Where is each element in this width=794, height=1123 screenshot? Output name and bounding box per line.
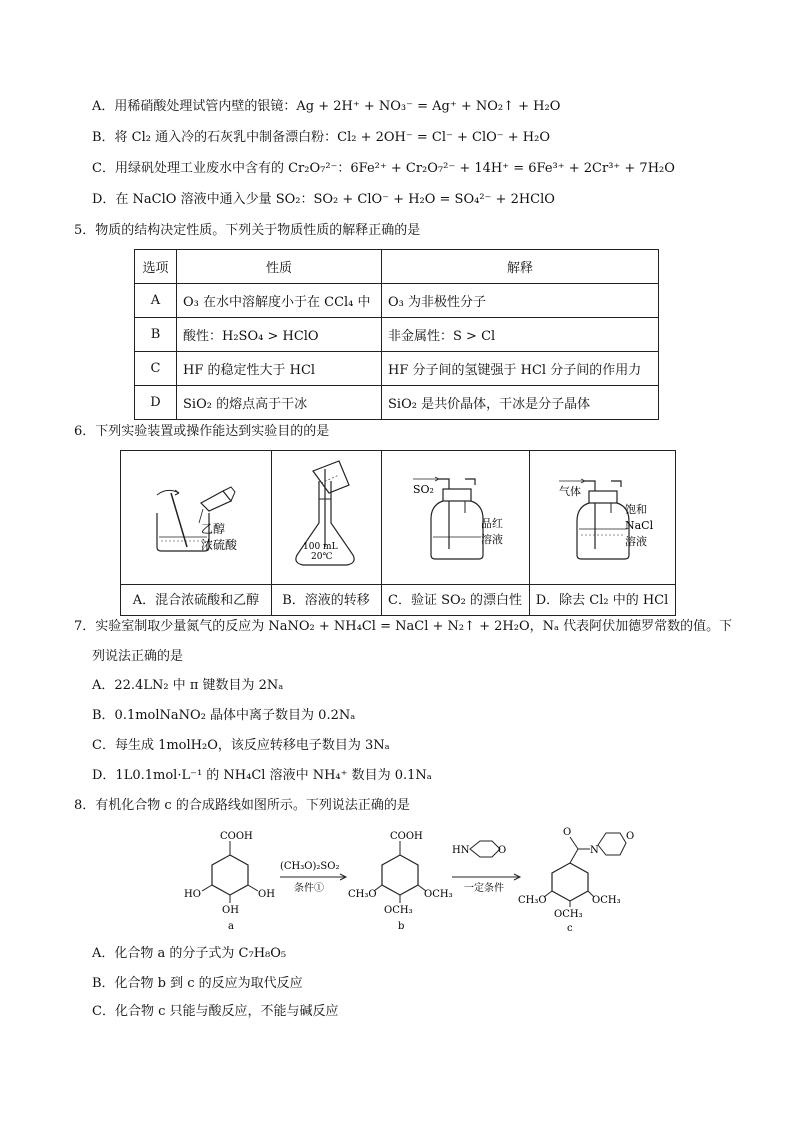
condition-1: 条件① — [294, 883, 324, 894]
synthesis-scheme — [170, 825, 660, 935]
group-label: CH₃O — [518, 895, 547, 906]
q6-stem: 6．下列实验装置或操作能达到实验目的的是 — [74, 424, 330, 439]
table-row — [135, 352, 659, 386]
ethanol-label: 乙醇 — [201, 522, 226, 536]
table-header-cell: 选项 — [135, 250, 177, 284]
compound-a-structure — [184, 831, 275, 932]
q6-apparatus-grid — [120, 450, 676, 616]
gas-label: 气体 — [559, 485, 581, 498]
q5-stem: 5．物质的结构决定性质。下列关于物质性质的解释正确的是 — [74, 223, 421, 238]
panel-a — [121, 451, 272, 615]
group-label: O — [563, 827, 572, 838]
group-label: O — [498, 845, 507, 856]
table-header-row — [135, 250, 659, 284]
so2-label: SO₂ — [413, 483, 434, 496]
q7-option-d: D．1L0.1mol·L⁻¹ 的 NH₄Cl 溶液中 NH₄⁺ 数目为 0.1Nₐ — [92, 768, 432, 783]
table-row — [135, 318, 659, 352]
q7-stem-line1: 7．实验室制取少量氮气的反应为 NaNO₂ + NH₄Cl = NaCl + N₂↑ + 2H₂O，Nₐ 代表阿伏加德罗常数的值。下 — [74, 619, 733, 634]
sulfuric-acid-label: 浓硫酸 — [201, 538, 238, 552]
group-label: OCH₃ — [592, 895, 621, 906]
q8-option-c: C．化合物 c 只能与酸反应，不能与碱反应 — [92, 1004, 339, 1019]
group-label: COOH — [220, 831, 253, 842]
solution-label: 溶液 — [625, 535, 647, 548]
solution-label: 溶液 — [481, 533, 503, 546]
panel-d-caption: D．除去 Cl₂ 中的 HCl — [529, 584, 675, 616]
panel-d — [529, 451, 675, 615]
table-cell: HF 分子间的氢键强于 HCl 分子间的作用力 — [382, 352, 659, 386]
table-cell: HF 的稳定性大于 HCl — [177, 352, 382, 386]
group-label: HN — [452, 845, 470, 856]
q4-option-a: A．用稀硝酸处理试管内壁的银镜：Ag + 2H⁺ + NO₃⁻ = Ag⁺ + NO₂↑ + H₂O — [92, 99, 561, 114]
group-label: OCH₃ — [424, 889, 453, 900]
group-label: HO — [184, 889, 201, 900]
panel-b-caption: B．溶液的转移 — [271, 584, 381, 616]
beaker-stirring-diagram — [121, 451, 271, 584]
table-cell: 非金属性：S > Cl — [382, 318, 659, 352]
volumetric-flask-diagram — [271, 451, 381, 584]
group-label: N — [590, 845, 599, 856]
flask-temp-label: 20℃ — [311, 552, 333, 562]
compound-b-structure — [348, 831, 453, 932]
q7-option-a: A．22.4LN₂ 中 π 键数目为 2Nₐ — [92, 678, 284, 693]
panel-b — [271, 451, 382, 615]
group-label: OH — [258, 889, 275, 900]
panel-c — [381, 451, 530, 615]
q5-table — [134, 249, 659, 420]
q7-stem-line2: 列说法正确的是 — [92, 649, 184, 664]
table-cell: SiO₂ 是共价晶体，干冰是分子晶体 — [382, 386, 659, 420]
table-cell: O₃ 在水中溶解度小于在 CCl₄ 中 — [177, 284, 382, 318]
table-cell: SiO₂ 的熔点高于干冰 — [177, 386, 382, 420]
table-cell: B — [135, 318, 177, 352]
q8-option-b: B．化合物 b 到 c 的反应为取代反应 — [92, 976, 303, 991]
table-cell: A — [135, 284, 177, 318]
compound-label-a: a — [228, 921, 234, 932]
table-cell: 酸性：H₂SO₄ > HClO — [177, 318, 382, 352]
compound-c-structure — [518, 827, 634, 934]
q7-option-c: C．每生成 1molH₂O，该反应转移电子数目为 3Nₐ — [92, 738, 390, 753]
panel-a-caption: A．混合浓硫酸和乙醇 — [121, 584, 271, 616]
q4-option-d: D．在 NaClO 溶液中通入少量 SO₂：SO₂ + ClO⁻ + H₂O = SO₄²⁻ + 2HClO — [92, 192, 555, 207]
washing-bottle-diagram — [529, 451, 675, 584]
table-row — [135, 386, 659, 420]
panel-c-caption: C．验证 SO₂ 的漂白性 — [381, 584, 529, 616]
flask-volume-label: 100 mL — [303, 542, 338, 552]
table-header-cell: 性质 — [177, 250, 382, 284]
saturated-label: 饱和 — [625, 503, 647, 516]
group-label: OCH₃ — [554, 909, 583, 920]
condition-2: 一定条件 — [464, 883, 504, 894]
compound-label-b: b — [398, 921, 405, 932]
group-label: CH₃O — [348, 889, 377, 900]
group-label: OCH₃ — [384, 905, 413, 916]
table-cell: O₃ 为非极性分子 — [382, 284, 659, 318]
table-header-cell: 解释 — [382, 250, 659, 284]
reagent-label: 品红 — [481, 517, 503, 530]
group-label: COOH — [390, 831, 423, 842]
table-cell: D — [135, 386, 177, 420]
q8-stem: 8．有机化合物 c 的合成路线如图所示。下列说法正确的是 — [74, 798, 410, 813]
group-label: OH — [222, 905, 239, 916]
table-cell: C — [135, 352, 177, 386]
q4-option-b: B．将 Cl₂ 通入冷的石灰乳中制备漂白粉：Cl₂ + 2OH⁻ = Cl⁻ + ClO⁻ + H₂O — [92, 130, 551, 145]
group-label: O — [626, 831, 635, 842]
gas-bottle-diagram — [381, 451, 529, 584]
reagent-1: (CH₃O)₂SO₂ — [280, 861, 340, 872]
table-row — [135, 284, 659, 318]
q7-option-b: B．0.1molNaNO₂ 晶体中离子数目为 0.2Nₐ — [92, 708, 356, 723]
nacl-label: NaCl — [625, 519, 654, 532]
compound-label-c: c — [567, 923, 573, 934]
q4-option-c: C．用绿矾处理工业废水中含有的 Cr₂O₇²⁻：6Fe²⁺ + Cr₂O₇²⁻ + 14H⁺ = 6Fe³⁺ + 2Cr³⁺ + 7H₂O — [92, 161, 675, 176]
q8-option-a: A．化合物 a 的分子式为 C₇H₈O₅ — [92, 946, 287, 961]
